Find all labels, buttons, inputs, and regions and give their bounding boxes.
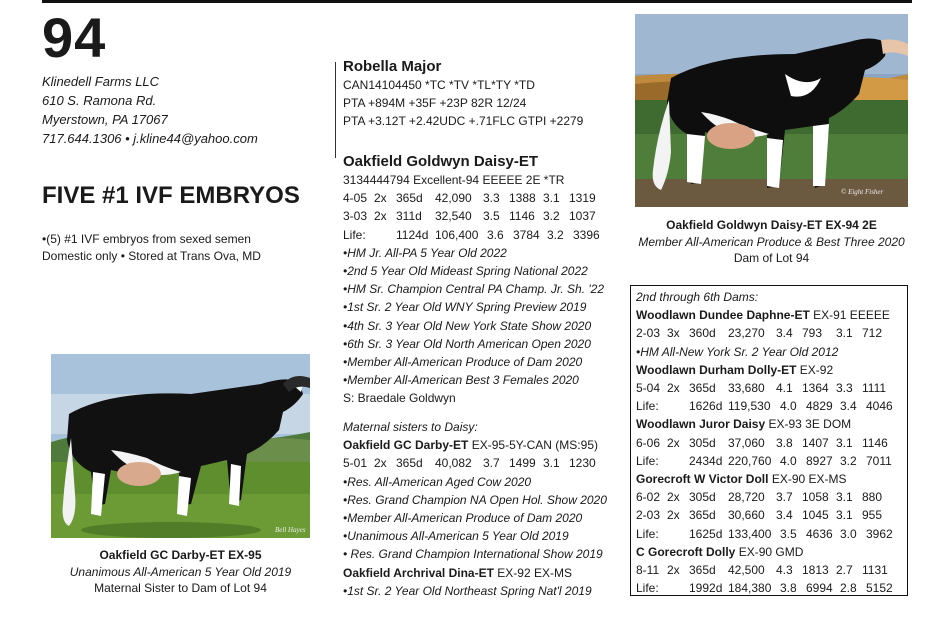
honor-line: •2nd 5 Year Old Mideast Spring National 2022: [343, 264, 588, 279]
honor-line: • Res. Grand Champion International Show 2019: [343, 547, 603, 562]
photo-watermark: Bell Hayes: [275, 526, 306, 534]
dam-classification: EX-93 3E DOM: [768, 417, 852, 432]
daisy-photo: [635, 14, 908, 207]
record-row: 6-06 2x 305d 37,060 3.8 1407 3.1 1146: [636, 435, 888, 450]
record-row: 6-02 2x 305d 28,720 3.7 1058 3.1 880: [636, 490, 883, 505]
sire-block: [343, 58, 583, 131]
record-row: 5-04 2x 365d 33,680 4.1 1364 3.3 1111: [636, 381, 887, 396]
honor-line: •Member All-American Produce of Dam 2020: [343, 511, 583, 526]
sisters-heading: Maternal sisters to Daisy:: [343, 420, 478, 434]
record-row: Life: 1124d 106,400 3.6 3784 3.2 3396: [343, 227, 600, 242]
record-row: Life: 1625d 133,400 3.5 4636 3.0 3962: [636, 526, 893, 541]
caption-honor: Member All-American Produce & Best Three 2020: [638, 234, 905, 249]
sister-classification: EX-92 EX-MS: [497, 565, 572, 580]
dam-classification: EX-91 EEEEE: [813, 308, 890, 323]
dam-name: C Gorecroft Dolly: [636, 544, 736, 559]
honor-line: •HM Jr. All-PA 5 Year Old 2022: [343, 245, 507, 260]
record-row: 2-03 2x 365d 30,660 3.4 1045 3.1 955: [636, 508, 883, 523]
honor-line: •1st Sr. 2 Year Old Northeast Spring Nat'l 2019: [343, 583, 592, 598]
record-row: Life: 2434d 220,760 4.0 8927 3.2 7011: [636, 453, 892, 468]
sire-divider: [335, 62, 336, 158]
dam-classification: EX-92: [799, 362, 834, 377]
honor-line: •1st Sr. 2 Year Old WNY Spring Preview 2019: [343, 300, 587, 315]
record-row: 3-03 2x 311d 32,540 3.5 1146 3.2 1037: [343, 209, 596, 224]
sister-name: Oakfield Archrival Dina-ET: [343, 565, 494, 580]
honor-line: •6th Sr. 3 Year Old North American Open 2020: [343, 336, 591, 351]
record-row: Life: 1992d 184,380 3.8 6994 2.8 5152: [636, 581, 893, 596]
record-row: 4-05 2x 365d 42,090 3.3 1388 3.1 1319: [343, 191, 596, 206]
photo-watermark: © Eight Fisher: [841, 188, 884, 196]
dam-name: Woodlawn Durham Dolly-ET: [636, 362, 797, 377]
honor-line: •Unanimous All-American 5 Year Old 2019: [343, 529, 569, 544]
dam-classification: EX-90 GMD: [738, 544, 804, 559]
caption-relation: Maternal Sister to Dam of Lot 94: [94, 581, 267, 595]
cow-illustration: [51, 354, 310, 538]
dam-name: Woodlawn Dundee Daphne-ET: [636, 308, 810, 323]
sire-line: CAN14104450 *TC *TV *TL*TY *TD: [343, 78, 535, 92]
record-row: 2-03 3x 360d 23,270 3.4 793 3.1 712: [636, 326, 883, 341]
daisy-caption: [620, 217, 923, 267]
dam-name: Gorecroft W Victor Doll: [636, 472, 769, 487]
sire-line: PTA +3.12T +2.42UDC +.71FLC GTPI +2279: [343, 114, 584, 129]
cow-illustration: [635, 14, 908, 207]
sire-name: Robella Major: [343, 58, 442, 75]
dams-box: [630, 285, 908, 596]
consignor-contact: 717.644.1306 • j.kline44@yahoo.com: [42, 131, 258, 146]
dam-classification: EX-90 EX-MS: [771, 472, 847, 487]
record-row: 5-01 2x 365d 40,082 3.7 1499 3.1 1230: [343, 456, 596, 471]
honor-line: •Res. Grand Champion NA Open Hol. Show 2020: [343, 492, 607, 507]
sire-line: PTA +894M +35F +23P 82R 12/24: [343, 96, 527, 111]
dam-name: Woodlawn Juror Daisy: [636, 417, 766, 432]
sister-classification: EX-95-5Y-CAN (MS:95): [471, 438, 598, 453]
dam-name: Oakfield Goldwyn Daisy-ET: [343, 153, 539, 170]
caption-title: Oakfield GC Darby-ET EX-95: [99, 548, 262, 562]
honor-line: •HM Sr. Champion Central PA Champ. Jr. Sh. '22: [343, 282, 605, 297]
consignor-city: Myerstown, PA 17067: [42, 112, 168, 127]
description-line: •(5) #1 IVF embryos from sexed semen: [42, 232, 251, 246]
maternal-sisters-block: [343, 418, 607, 600]
lot-headline: FIVE #1 IVF EMBRYOS: [42, 182, 300, 209]
dam-block: [343, 153, 604, 408]
lot-description: [42, 231, 261, 265]
record-row: 8-11 2x 365d 42,500 4.3 1813 2.7 1131: [636, 563, 888, 578]
dams-heading: 2nd through 6th Dams:: [636, 290, 759, 304]
honor-line: •4th Sr. 3 Year Old New York State Show 2020: [343, 318, 592, 333]
caption-relation: Dam of Lot 94: [733, 251, 810, 265]
honor-line: •Member All-American Best 3 Females 2020: [343, 373, 579, 388]
consignor-farm: Klinedell Farms LLC: [42, 74, 160, 89]
honor-line: •HM All-New York Sr. 2 Year Old 2012: [636, 344, 839, 359]
caption-honor: Unanimous All-American 5 Year Old 2019: [69, 564, 292, 579]
honor-line: •Res. All-American Aged Cow 2020: [343, 474, 532, 489]
consignor-block: [42, 72, 258, 148]
record-row: Life: 1626d 119,530 4.0 4829 3.4 4046: [636, 399, 893, 414]
darby-photo: [51, 354, 310, 538]
description-line: Domestic only • Stored at Trans Ova, MD: [42, 249, 261, 263]
lot-number: 94: [42, 6, 107, 69]
caption-title: Oakfield Goldwyn Daisy-ET EX-94 2E: [666, 218, 877, 232]
sister-name: Oakfield GC Darby-ET: [343, 438, 469, 453]
consignor-street: 610 S. Ramona Rd.: [42, 93, 157, 108]
darby-caption: [51, 547, 310, 597]
dam-id-line: 3134444794 Excellent-94 EEEEE 2E *TR: [343, 173, 565, 187]
dam-sire-line: S: Braedale Goldwyn: [343, 391, 456, 406]
honor-line: •Member All-American Produce of Dam 2020: [343, 355, 583, 370]
top-rule: [42, 0, 912, 3]
